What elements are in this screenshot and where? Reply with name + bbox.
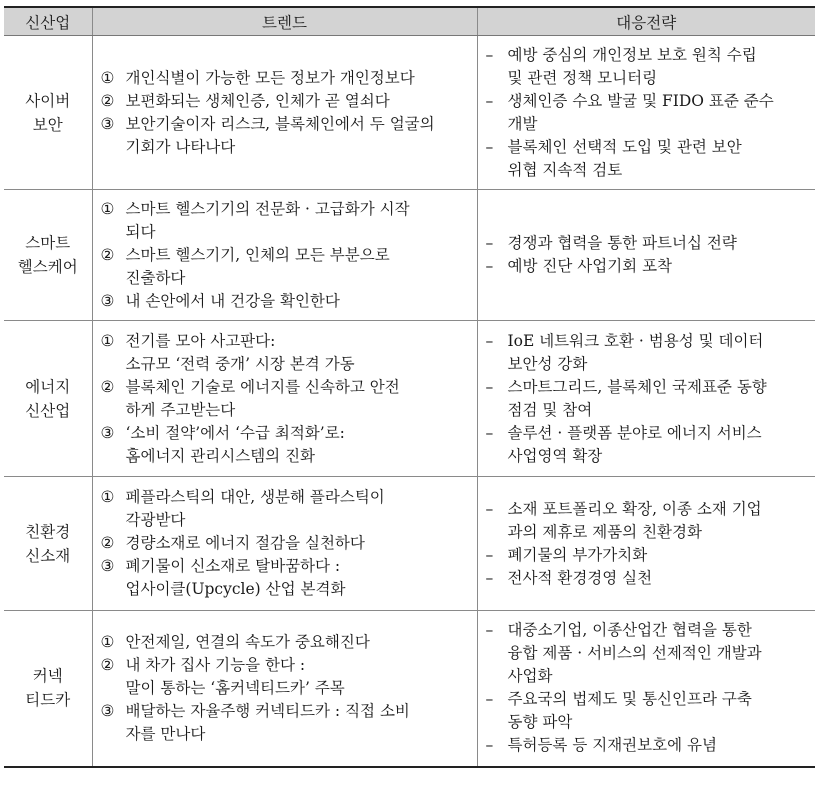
trend-text-line: 되다	[125, 222, 156, 241]
trend-text-line: 각광받다	[125, 511, 186, 529]
trend-number: ①	[100, 331, 115, 350]
trend-item	[101, 113, 471, 159]
strategy-text	[508, 136, 810, 182]
industry-name-line: 신산업	[25, 401, 71, 420]
trend-text	[126, 486, 471, 532]
trend-text-line: 스마트 헬스기기의 전문화 · 고급화가 시작	[125, 199, 410, 218]
trend-text	[126, 654, 471, 700]
trend-text-line: 자를 만나다	[125, 724, 206, 743]
strategy-item	[486, 498, 810, 544]
table-row	[4, 321, 815, 477]
table-row	[4, 36, 815, 190]
trend-text-line: ‘소비 절약’에서 ‘수급 최적화’로:	[125, 423, 345, 442]
strategy-item	[486, 734, 810, 757]
trend-text-line: 스마트 헬스기기, 인체의 모든 부분으로	[125, 245, 390, 264]
trend-text	[126, 376, 471, 422]
strategy-text-line: 예방 중심의 개인정보 보호 원칙 수립	[507, 45, 757, 64]
strategy-dash: –	[485, 621, 494, 640]
trend-text-line: 진출하다	[125, 268, 186, 287]
strategy-text-line: 대중소기업, 이종산업간 협력을 통한	[507, 621, 752, 640]
industry-name-line: 친환경	[25, 522, 71, 541]
strategy-item	[486, 330, 810, 376]
strategy-text-line: 예방 진단 사업기회 포착	[507, 257, 673, 275]
strategy-dash: –	[485, 331, 494, 350]
strategy-text	[508, 330, 810, 376]
strategy-text-line: 경쟁과 협력을 통한 파트너십 전략	[507, 234, 737, 252]
strategy-text-line: 사업영역 확장	[507, 446, 603, 465]
strategy-dash: –	[485, 423, 494, 442]
strategy-text-line: 주요국의 법제도 및 통신인프라 구축	[507, 690, 752, 709]
trend-item	[101, 330, 471, 376]
industry-name-line: 커넥	[32, 667, 63, 686]
trend-text-line: 기회가 나타나다	[125, 137, 236, 156]
industry-name-line: 스마트	[25, 234, 71, 252]
strategy-cell	[477, 190, 815, 321]
industry-cell	[4, 611, 92, 767]
strategy-text	[508, 544, 810, 567]
trend-item	[101, 555, 471, 601]
trend-text-line: 안전제일, 연결의 속도가 중요해진다	[125, 632, 370, 651]
strategy-dash: –	[485, 736, 494, 755]
industry-cell	[4, 36, 92, 190]
strategy-cell	[477, 477, 815, 611]
trend-number: ①	[100, 199, 115, 218]
strategy-text-line: IoE 네트워크 호환 · 범용성 및 데이터	[507, 331, 764, 350]
strategy-item	[486, 376, 810, 422]
trend-text	[126, 90, 471, 113]
trend-text-line: 페플라스틱의 대안, 생분해 플라스틱이	[125, 488, 385, 506]
strategy-text-line: 및 관련 정책 모니터링	[507, 68, 658, 87]
trend-cell	[92, 36, 477, 190]
strategy-text	[508, 232, 810, 255]
trend-cell	[92, 190, 477, 321]
industry-trend-table	[4, 6, 815, 768]
trend-number: ③	[100, 701, 115, 720]
strategy-text	[508, 567, 810, 590]
trend-item	[101, 290, 471, 313]
trend-text-line: 업사이클(Upcycle) 산업 본격화	[125, 580, 346, 598]
strategy-text-line: 특허등록 등 지재권보호에 유념	[507, 736, 717, 755]
trend-item	[101, 422, 471, 468]
strategy-text-line: 보안성 강화	[507, 354, 588, 373]
strategy-text-line: 전사적 환경경영 실천	[507, 568, 653, 587]
strategy-text	[508, 44, 810, 90]
trend-item	[101, 486, 471, 532]
strategy-text-line: 과의 제휴로 제품의 친환경화	[507, 522, 702, 541]
strategy-cell	[477, 611, 815, 767]
strategy-text	[508, 688, 810, 734]
industry-name-line: 에너지	[25, 377, 71, 396]
strategy-text-line: 생체인증 수요 발굴 및 FIDO 표준 준수	[507, 91, 774, 110]
trend-text	[126, 532, 471, 555]
strategy-text-line: 블록체인 선택적 도입 및 관련 보안	[507, 137, 742, 156]
strategy-item	[486, 688, 810, 734]
strategy-dash: –	[485, 499, 494, 518]
trend-item	[101, 532, 471, 555]
trend-number: ③	[100, 423, 115, 442]
industry-name-line: 보안	[32, 115, 63, 134]
trend-text-line: 홈에너지 관리시스템의 진화	[125, 446, 316, 465]
trend-number: ②	[100, 245, 115, 264]
strategy-item	[486, 90, 810, 136]
strategy-text-line: 위협 지속적 검토	[507, 160, 623, 179]
strategy-item	[486, 422, 810, 468]
strategy-dash: –	[485, 568, 494, 587]
strategy-text-line: 개발	[507, 114, 538, 133]
trend-item	[101, 654, 471, 700]
strategy-item	[486, 136, 810, 182]
industry-cell	[4, 321, 92, 477]
strategy-item	[486, 619, 810, 688]
strategy-dash: –	[485, 690, 494, 709]
trend-text	[126, 555, 471, 601]
strategy-dash: –	[485, 137, 494, 156]
trend-number: ②	[100, 655, 115, 674]
strategy-cell	[477, 36, 815, 190]
table-row	[4, 611, 815, 767]
trend-text	[126, 67, 471, 90]
trend-number: ③	[100, 557, 115, 575]
trend-text-line: 내 차가 집사 기능을 한다 :	[125, 655, 306, 674]
trend-text	[126, 244, 471, 290]
trend-item	[101, 67, 471, 90]
trend-text	[126, 290, 471, 313]
trend-number: ③	[100, 114, 115, 133]
trend-text	[126, 330, 471, 376]
trend-text-line: 폐기물이 신소재로 탈바꿈하다 :	[125, 557, 341, 575]
strategy-text-line: 솔루션 · 플랫폼 분야로 에너지 서비스	[507, 423, 762, 442]
strategy-item	[486, 544, 810, 567]
industry-name-line: 헬스케어	[17, 258, 78, 276]
trend-text-line: 내 손안에서 내 건강을 확인한다	[125, 291, 340, 310]
strategy-text-line: 폐기물의 부가가치화	[507, 545, 648, 564]
trend-cell	[92, 611, 477, 767]
strategy-text	[508, 734, 810, 757]
trend-number: ②	[100, 91, 115, 110]
trend-item	[101, 198, 471, 244]
industry-table-container	[4, 6, 815, 768]
table-row	[4, 190, 815, 321]
trend-text	[126, 198, 471, 244]
trend-text	[126, 700, 471, 746]
industry-name-line: 티드카	[25, 691, 71, 710]
trend-item	[101, 700, 471, 746]
strategy-cell	[477, 321, 815, 477]
industry-cell	[4, 190, 92, 321]
strategy-dash: –	[485, 377, 494, 396]
strategy-text	[508, 422, 810, 468]
strategy-dash: –	[485, 257, 494, 275]
strategy-text	[508, 90, 810, 136]
strategy-item	[486, 232, 810, 255]
strategy-dash: –	[485, 45, 494, 64]
trend-number: ③	[100, 291, 115, 310]
trend-number: ①	[100, 632, 115, 651]
trend-number: ①	[100, 68, 115, 87]
trend-text	[126, 631, 471, 654]
trend-number: ①	[100, 488, 115, 506]
industry-cell	[4, 477, 92, 611]
trend-text-line: 보편화되는 생체인증, 인체가 곧 열쇠다	[125, 91, 390, 110]
strategy-item	[486, 567, 810, 590]
trend-item	[101, 90, 471, 113]
trend-text-line: 배달하는 자율주행 커넥티드카 : 직접 소비	[125, 701, 410, 720]
trend-item	[101, 244, 471, 290]
strategy-item	[486, 44, 810, 90]
strategy-item	[486, 255, 810, 278]
trend-cell	[92, 321, 477, 477]
strategy-text-line: 점검 및 참여	[507, 400, 593, 419]
table-row	[4, 477, 815, 611]
trend-text-line: 소규모 ‘전력 중개’ 시장 본격 가동	[125, 354, 355, 373]
trend-text-line: 개인식별이 가능한 모든 정보가 개인정보다	[125, 68, 415, 87]
strategy-text-line: 스마트그리드, 블록체인 국제표준 동향	[507, 377, 767, 396]
strategy-text-line: 사업화	[507, 667, 553, 686]
trend-item	[101, 376, 471, 422]
strategy-text	[508, 255, 810, 278]
strategy-text-line: 소재 포트폴리오 확장, 이종 소재 기업	[507, 499, 762, 518]
strategy-text-line: 융합 제품 · 서비스의 선제적인 개발과	[507, 644, 762, 663]
industry-name-line: 신소재	[25, 546, 71, 565]
strategy-text-line: 동향 파악	[507, 713, 573, 732]
strategy-text	[508, 498, 810, 544]
trend-item	[101, 631, 471, 654]
trend-text-line: 경량소재로 에너지 절감을 실천하다	[125, 534, 365, 552]
header-industry: 신산업	[4, 7, 92, 36]
table-header-row	[4, 7, 815, 36]
trend-text-line: 보안기술이자 리스크, 블록체인에서 두 얼굴의	[125, 114, 435, 133]
trend-text-line: 블록체인 기술로 에너지를 신속하고 안전	[125, 377, 400, 396]
strategy-text	[508, 619, 810, 688]
strategy-dash: –	[485, 91, 494, 110]
header-trend: 트렌드	[92, 7, 477, 36]
trend-number: ②	[100, 534, 115, 552]
trend-text-line: 하게 주고받는다	[125, 400, 236, 419]
strategy-text	[508, 376, 810, 422]
trend-text-line: 전기를 모아 사고판다:	[125, 331, 276, 350]
industry-name-line: 사이버	[25, 91, 71, 110]
table-body	[4, 36, 815, 767]
trend-text	[126, 113, 471, 159]
trend-text-line: 말이 통하는 ‘홈커넥티드카’ 주목	[125, 678, 345, 697]
trend-cell	[92, 477, 477, 611]
strategy-dash: –	[485, 545, 494, 564]
trend-text	[126, 422, 471, 468]
strategy-dash: –	[485, 234, 494, 252]
header-strategy: 대응전략	[477, 7, 815, 36]
trend-number: ②	[100, 377, 115, 396]
